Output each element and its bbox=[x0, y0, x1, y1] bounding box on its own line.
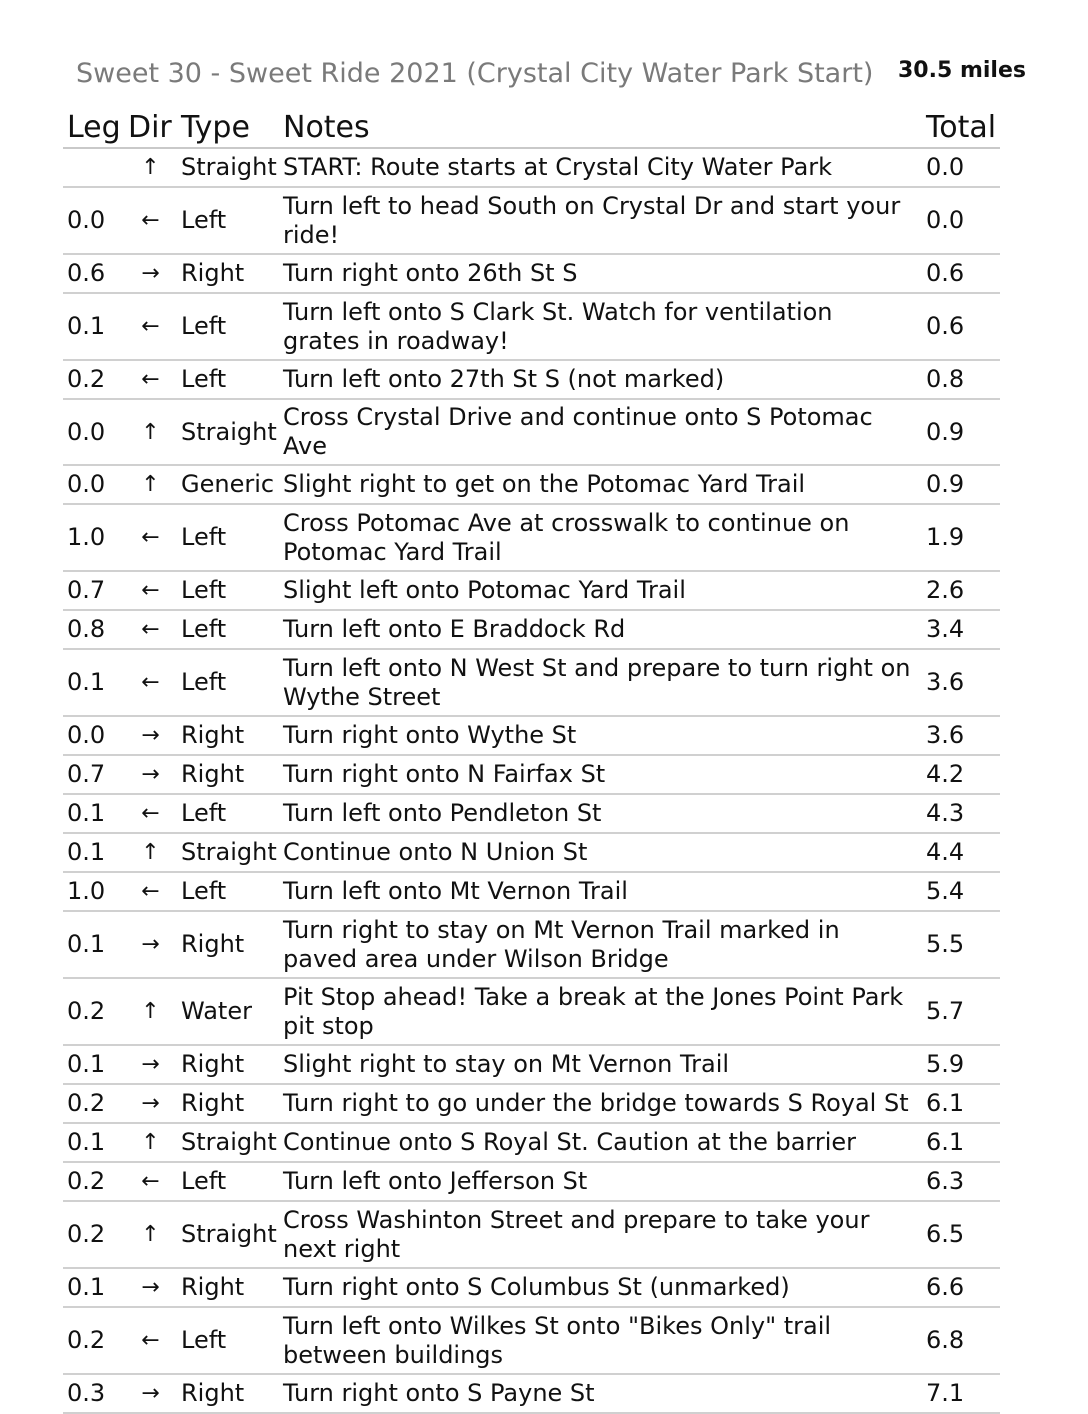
direction-arrow-icon: ↑ bbox=[124, 1201, 177, 1268]
type-cell: Right bbox=[177, 911, 279, 978]
total-cell: 4.2 bbox=[922, 755, 1000, 794]
type-cell: Water bbox=[177, 978, 279, 1045]
table-row bbox=[63, 504, 1000, 571]
leg-cell: 0.1 bbox=[63, 649, 124, 716]
notes-cell: Cross Potomac Ave at crosswalk to continue on Potomac Yard Trail bbox=[279, 504, 922, 571]
type-cell: Left bbox=[177, 794, 279, 833]
notes-cell: Turn left onto Wilkes St onto "Bikes Only" trail between buildings bbox=[279, 1307, 922, 1374]
total-cell: 6.5 bbox=[922, 1201, 1000, 1268]
column-header-total: Total bbox=[922, 106, 1000, 148]
notes-cell: Turn left onto S Clark St. Watch for ventilation grates in roadway! bbox=[279, 293, 922, 360]
total-cell: 6.8 bbox=[922, 1307, 1000, 1374]
table-row bbox=[63, 1162, 1000, 1201]
notes-cell: Turn right onto 26th St S bbox=[279, 254, 922, 293]
leg-cell: 0.7 bbox=[63, 755, 124, 794]
direction-arrow-icon: ← bbox=[124, 360, 177, 399]
type-cell: Left bbox=[177, 360, 279, 399]
total-cell: 5.4 bbox=[922, 872, 1000, 911]
table-header-row bbox=[63, 106, 1000, 148]
total-cell: 0.6 bbox=[922, 254, 1000, 293]
total-cell: 5.5 bbox=[922, 911, 1000, 978]
type-cell: Straight bbox=[177, 1123, 279, 1162]
leg-cell: 0.0 bbox=[63, 399, 124, 465]
total-cell: 1.9 bbox=[922, 504, 1000, 571]
type-cell: Right bbox=[177, 1084, 279, 1123]
total-cell: 0.8 bbox=[922, 360, 1000, 399]
cue-sheet-table bbox=[63, 106, 1000, 1414]
total-cell: 6.1 bbox=[922, 1123, 1000, 1162]
direction-arrow-icon: → bbox=[124, 1374, 177, 1413]
direction-arrow-icon: ↑ bbox=[124, 833, 177, 872]
total-cell: 0.0 bbox=[922, 187, 1000, 254]
notes-cell: Cross Crystal Drive and continue onto S Potomac Ave bbox=[279, 399, 922, 465]
type-cell: Right bbox=[177, 1045, 279, 1084]
leg-cell: 0.0 bbox=[63, 716, 124, 755]
leg-cell bbox=[63, 148, 124, 187]
direction-arrow-icon: ← bbox=[124, 649, 177, 716]
direction-arrow-icon: → bbox=[124, 911, 177, 978]
total-cell: 6.1 bbox=[922, 1084, 1000, 1123]
type-cell: Straight bbox=[177, 1201, 279, 1268]
table-row bbox=[63, 465, 1000, 504]
table-row bbox=[63, 148, 1000, 187]
notes-cell: Cross Washinton Street and prepare to take your next right bbox=[279, 1201, 922, 1268]
notes-cell: Pit Stop ahead! Take a break at the Jones Point Park pit stop bbox=[279, 978, 922, 1045]
table-row bbox=[63, 1268, 1000, 1307]
table-row bbox=[63, 293, 1000, 360]
leg-cell: 0.1 bbox=[63, 1045, 124, 1084]
column-header-leg: Leg bbox=[63, 106, 124, 148]
leg-cell: 1.0 bbox=[63, 504, 124, 571]
direction-arrow-icon: → bbox=[124, 1268, 177, 1307]
leg-cell: 0.2 bbox=[63, 1307, 124, 1374]
table-row bbox=[63, 755, 1000, 794]
type-cell: Left bbox=[177, 504, 279, 571]
table-row bbox=[63, 872, 1000, 911]
table-row bbox=[63, 1374, 1000, 1413]
total-cell: 6.3 bbox=[922, 1162, 1000, 1201]
total-cell: 6.6 bbox=[922, 1268, 1000, 1307]
direction-arrow-icon: ← bbox=[124, 293, 177, 360]
notes-cell: Slight right to stay on Mt Vernon Trail bbox=[279, 1045, 922, 1084]
type-cell: Right bbox=[177, 1268, 279, 1307]
type-cell: Right bbox=[177, 716, 279, 755]
total-cell: 3.4 bbox=[922, 610, 1000, 649]
direction-arrow-icon: ↑ bbox=[124, 399, 177, 465]
direction-arrow-icon: ← bbox=[124, 1162, 177, 1201]
type-cell: Left bbox=[177, 649, 279, 716]
notes-cell: Turn left onto Pendleton St bbox=[279, 794, 922, 833]
total-cell: 3.6 bbox=[922, 649, 1000, 716]
direction-arrow-icon: → bbox=[124, 1045, 177, 1084]
total-cell: 3.6 bbox=[922, 716, 1000, 755]
type-cell: Right bbox=[177, 254, 279, 293]
total-cell: 5.7 bbox=[922, 978, 1000, 1045]
table-row bbox=[63, 571, 1000, 610]
total-cell: 0.9 bbox=[922, 399, 1000, 465]
table-row bbox=[63, 978, 1000, 1045]
leg-cell: 0.1 bbox=[63, 293, 124, 360]
table-row bbox=[63, 1307, 1000, 1374]
leg-cell: 0.2 bbox=[63, 360, 124, 399]
notes-cell: Turn left onto E Braddock Rd bbox=[279, 610, 922, 649]
type-cell: Left bbox=[177, 571, 279, 610]
direction-arrow-icon: → bbox=[124, 254, 177, 293]
direction-arrow-icon: ↑ bbox=[124, 1123, 177, 1162]
direction-arrow-icon: → bbox=[124, 755, 177, 794]
type-cell: Left bbox=[177, 1162, 279, 1201]
type-cell: Straight bbox=[177, 148, 279, 187]
notes-cell: Continue onto N Union St bbox=[279, 833, 922, 872]
leg-cell: 0.2 bbox=[63, 1162, 124, 1201]
type-cell: Straight bbox=[177, 833, 279, 872]
total-cell: 0.6 bbox=[922, 293, 1000, 360]
table-row bbox=[63, 399, 1000, 465]
table-row bbox=[63, 911, 1000, 978]
leg-cell: 1.0 bbox=[63, 872, 124, 911]
column-header-type: Type bbox=[177, 106, 279, 148]
direction-arrow-icon: → bbox=[124, 716, 177, 755]
type-cell: Left bbox=[177, 610, 279, 649]
table-row bbox=[63, 610, 1000, 649]
leg-cell: 0.6 bbox=[63, 254, 124, 293]
table-row bbox=[63, 794, 1000, 833]
type-cell: Left bbox=[177, 872, 279, 911]
notes-cell: Turn right to go under the bridge towards S Royal St bbox=[279, 1084, 922, 1123]
notes-cell: Turn left onto Jefferson St bbox=[279, 1162, 922, 1201]
notes-cell: Turn left to head South on Crystal Dr and start your ride! bbox=[279, 187, 922, 254]
leg-cell: 0.0 bbox=[63, 187, 124, 254]
table-row bbox=[63, 1084, 1000, 1123]
notes-cell: Turn right to stay on Mt Vernon Trail marked in paved area under Wilson Bridge bbox=[279, 911, 922, 978]
notes-cell: Turn right onto S Columbus St (unmarked) bbox=[279, 1268, 922, 1307]
table-row bbox=[63, 187, 1000, 254]
leg-cell: 0.0 bbox=[63, 465, 124, 504]
notes-cell: Turn right onto N Fairfax St bbox=[279, 755, 922, 794]
direction-arrow-icon: ↑ bbox=[124, 978, 177, 1045]
notes-cell: Turn left onto 27th St S (not marked) bbox=[279, 360, 922, 399]
column-header-notes: Notes bbox=[279, 106, 922, 148]
notes-cell: START: Route starts at Crystal City Water Park bbox=[279, 148, 922, 187]
notes-cell: Continue onto S Royal St. Caution at the barrier bbox=[279, 1123, 922, 1162]
leg-cell: 0.8 bbox=[63, 610, 124, 649]
notes-cell: Turn right onto Wythe St bbox=[279, 716, 922, 755]
type-cell: Right bbox=[177, 1374, 279, 1413]
direction-arrow-icon: → bbox=[124, 1084, 177, 1123]
total-cell: 7.1 bbox=[922, 1374, 1000, 1413]
leg-cell: 0.1 bbox=[63, 1123, 124, 1162]
notes-cell: Turn left onto N West St and prepare to turn right on Wythe Street bbox=[279, 649, 922, 716]
leg-cell: 0.1 bbox=[63, 833, 124, 872]
leg-cell: 0.7 bbox=[63, 571, 124, 610]
leg-cell: 0.3 bbox=[63, 1374, 124, 1413]
table-row bbox=[63, 649, 1000, 716]
total-cell: 0.9 bbox=[922, 465, 1000, 504]
direction-arrow-icon: ← bbox=[124, 1307, 177, 1374]
route-total-distance: 30.5 miles bbox=[898, 58, 1026, 83]
total-cell: 2.6 bbox=[922, 571, 1000, 610]
direction-arrow-icon: ← bbox=[124, 872, 177, 911]
direction-arrow-icon: ↑ bbox=[124, 148, 177, 187]
direction-arrow-icon: ← bbox=[124, 187, 177, 254]
table-row bbox=[63, 254, 1000, 293]
leg-cell: 0.2 bbox=[63, 978, 124, 1045]
notes-cell: Turn left onto Mt Vernon Trail bbox=[279, 872, 922, 911]
table-row bbox=[63, 1123, 1000, 1162]
notes-cell: Turn right onto S Payne St bbox=[279, 1374, 922, 1413]
type-cell: Straight bbox=[177, 399, 279, 465]
type-cell: Generic bbox=[177, 465, 279, 504]
direction-arrow-icon: ← bbox=[124, 504, 177, 571]
leg-cell: 0.2 bbox=[63, 1084, 124, 1123]
total-cell: 5.9 bbox=[922, 1045, 1000, 1084]
table-row bbox=[63, 360, 1000, 399]
type-cell: Left bbox=[177, 1307, 279, 1374]
leg-cell: 0.1 bbox=[63, 794, 124, 833]
type-cell: Left bbox=[177, 187, 279, 254]
notes-cell: Slight right to get on the Potomac Yard Trail bbox=[279, 465, 922, 504]
doc-title: Sweet 30 - Sweet Ride 2021 (Crystal City Water Park Start) bbox=[76, 58, 874, 89]
total-cell: 4.4 bbox=[922, 833, 1000, 872]
notes-cell: Slight left onto Potomac Yard Trail bbox=[279, 571, 922, 610]
type-cell: Right bbox=[177, 755, 279, 794]
leg-cell: 0.1 bbox=[63, 1268, 124, 1307]
direction-arrow-icon: ← bbox=[124, 794, 177, 833]
table-row bbox=[63, 716, 1000, 755]
type-cell: Left bbox=[177, 293, 279, 360]
table-row bbox=[63, 1201, 1000, 1268]
total-cell: 4.3 bbox=[922, 794, 1000, 833]
direction-arrow-icon: ↑ bbox=[124, 465, 177, 504]
table-row bbox=[63, 1045, 1000, 1084]
leg-cell: 0.2 bbox=[63, 1201, 124, 1268]
direction-arrow-icon: ← bbox=[124, 571, 177, 610]
table-row bbox=[63, 833, 1000, 872]
leg-cell: 0.1 bbox=[63, 911, 124, 978]
column-header-dir: Dir bbox=[124, 106, 177, 148]
direction-arrow-icon: ← bbox=[124, 610, 177, 649]
total-cell: 0.0 bbox=[922, 148, 1000, 187]
